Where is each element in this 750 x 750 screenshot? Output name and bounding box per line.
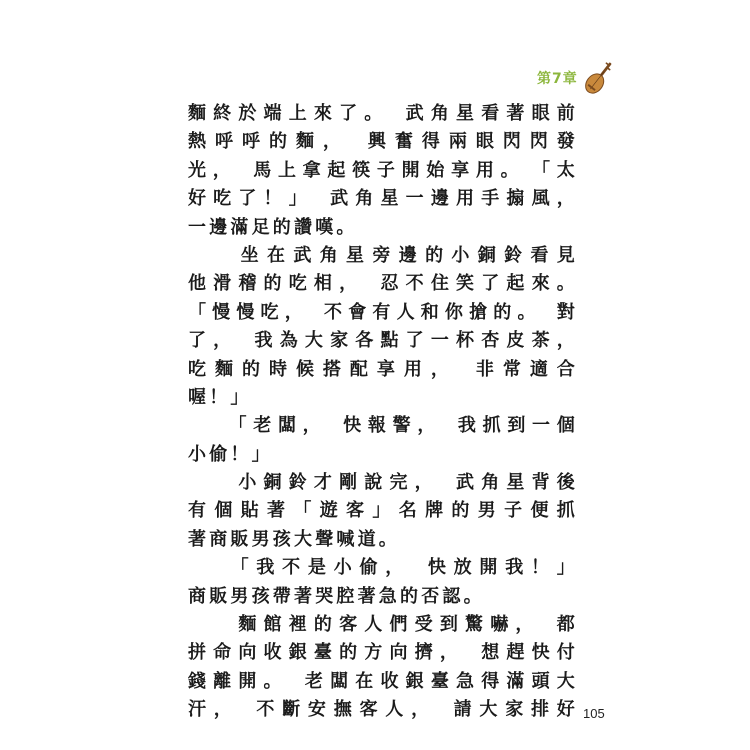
text-line: 著商販男孩大聲喊道。 (188, 528, 400, 550)
text-line: 光， 馬上拿起筷子開始享用。 「太 (188, 159, 578, 181)
chapter-header (537, 58, 614, 98)
text-line: 麵終於端上來了。 武角星看著眼前 (188, 103, 578, 124)
page-number: 105 (583, 706, 605, 721)
text-line: 了， 我為大家各點了一杯杏皮茶， (188, 330, 578, 352)
text-line: 小偷！」 (188, 443, 273, 465)
text-line: 麵館裡的客人們受到驚嚇， 都 (188, 614, 578, 636)
text-line: 熱呼呼的麵， 興奮得兩眼閃閃發 (188, 131, 578, 153)
lute-icon (584, 58, 614, 98)
text-line: 錢離開。 老闆在收銀臺急得滿頭大 (188, 670, 578, 692)
text-line: 拼命向收銀臺的方向擠， 想趕快付 (188, 642, 578, 664)
text-line: 汗， 不斷安撫客人， 請大家排好 (188, 699, 578, 721)
chapter-label: 第7章 (537, 71, 578, 87)
text-line: 「慢慢吃， 不會有人和你搶的。 對 (188, 301, 578, 323)
text-line: 「我不是小偷， 快放開我！」 (188, 557, 578, 579)
text-line: 有個貼著「遊客」名牌的男子便抓 (188, 500, 578, 522)
text-line: 吃麵的時候搭配享用， 非常適合 (188, 358, 578, 380)
text-line: 他滑稽的吃相， 忍不住笑了起來。 (188, 273, 578, 295)
text-line: 小銅鈴才剛說完， 武角星背後 (188, 472, 578, 494)
text-line: 一邊滿足的讚嘆。 (188, 216, 358, 238)
text-line: 喔！」 (188, 386, 252, 408)
text-line: 「老闆， 快報警， 我抓到一個 (188, 415, 578, 437)
text-line: 好吃了！」 武角星一邊用手搧風， (188, 188, 578, 210)
text-line: 商販男孩帶著哭腔著急的否認。 (188, 585, 485, 607)
body-text (188, 100, 578, 725)
text-line: 坐在武角星旁邊的小銅鈴看見 (188, 244, 578, 266)
